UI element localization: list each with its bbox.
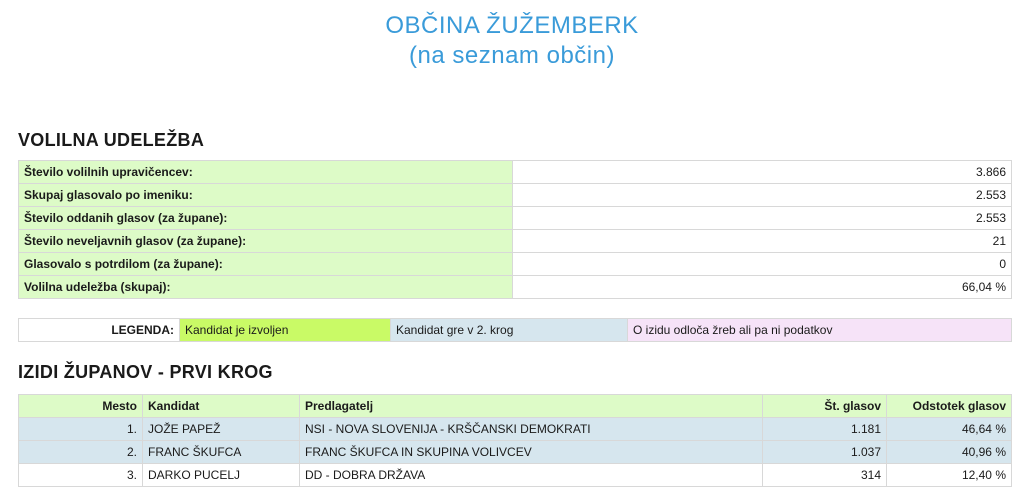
turnout-label: Volilna udeležba (skupaj): xyxy=(19,276,513,299)
turnout-row xyxy=(19,184,1012,207)
table-row xyxy=(19,464,1012,487)
legend-elected: Kandidat je izvoljen xyxy=(180,319,391,342)
candidate-cell: JOŽE PAPEŽ xyxy=(143,418,300,441)
percent-cell: 12,40 % xyxy=(887,464,1012,487)
col-proposer: Predlagatelj xyxy=(300,395,763,418)
rank-cell: 3. xyxy=(19,464,143,487)
proposer-cell: FRANC ŠKUFCA IN SKUPINA VOLIVCEV xyxy=(300,441,763,464)
turnout-label: Število oddanih glasov (za župane): xyxy=(19,207,513,230)
col-percent: Odstotek glasov xyxy=(887,395,1012,418)
votes-cell: 1.181 xyxy=(763,418,887,441)
col-rank: Mesto xyxy=(19,395,143,418)
candidate-cell: FRANC ŠKUFCA xyxy=(143,441,300,464)
col-candidate: Kandidat xyxy=(143,395,300,418)
candidate-cell: DARKO PUCELJ xyxy=(143,464,300,487)
turnout-value: 3.866 xyxy=(513,161,1012,184)
votes-cell: 314 xyxy=(763,464,887,487)
turnout-label: Število volilnih upravičencev: xyxy=(19,161,513,184)
turnout-value: 2.553 xyxy=(513,207,1012,230)
legend-title: LEGENDA: xyxy=(19,319,180,342)
turnout-value: 0 xyxy=(513,253,1012,276)
turnout-row xyxy=(19,276,1012,299)
rank-cell: 1. xyxy=(19,418,143,441)
rank-cell: 2. xyxy=(19,441,143,464)
turnout-value: 66,04 % xyxy=(513,276,1012,299)
proposer-cell: DD - DOBRA DRŽAVA xyxy=(300,464,763,487)
turnout-value: 21 xyxy=(513,230,1012,253)
turnout-section-title: VOLILNA UDELEŽBA xyxy=(18,130,205,150)
table-row xyxy=(19,418,1012,441)
results-section-title: IZIDI ŽUPANOV - PRVI KROG xyxy=(18,362,273,382)
turnout-label: Število neveljavnih glasov (za župane): xyxy=(19,230,513,253)
turnout-row xyxy=(19,161,1012,184)
turnout-value: 2.553 xyxy=(513,184,1012,207)
page-title: OBČINA ŽUŽEMBERK xyxy=(385,12,639,39)
back-to-municipality-list-link[interactable]: (na seznam občin) xyxy=(409,42,615,69)
turnout-label: Skupaj glasovalo po imeniku: xyxy=(19,184,513,207)
results-header-row xyxy=(19,395,1012,418)
col-votes: Št. glasov xyxy=(763,395,887,418)
legend-table xyxy=(18,318,1012,342)
results-table xyxy=(18,394,1012,487)
votes-cell: 1.037 xyxy=(763,441,887,464)
turnout-table xyxy=(18,160,1012,299)
turnout-row xyxy=(19,207,1012,230)
percent-cell: 40,96 % xyxy=(887,441,1012,464)
proposer-cell: NSI - NOVA SLOVENIJA - KRŠČANSKI DEMOKRATI xyxy=(300,418,763,441)
turnout-label: Glasovalo s potrdilom (za župane): xyxy=(19,253,513,276)
legend-second-round: Kandidat gre v 2. krog xyxy=(391,319,628,342)
turnout-row xyxy=(19,253,1012,276)
turnout-row xyxy=(19,230,1012,253)
table-row xyxy=(19,441,1012,464)
percent-cell: 46,64 % xyxy=(887,418,1012,441)
legend-lot-or-no-data: O izidu odloča žreb ali pa ni podatkov xyxy=(628,319,1012,342)
